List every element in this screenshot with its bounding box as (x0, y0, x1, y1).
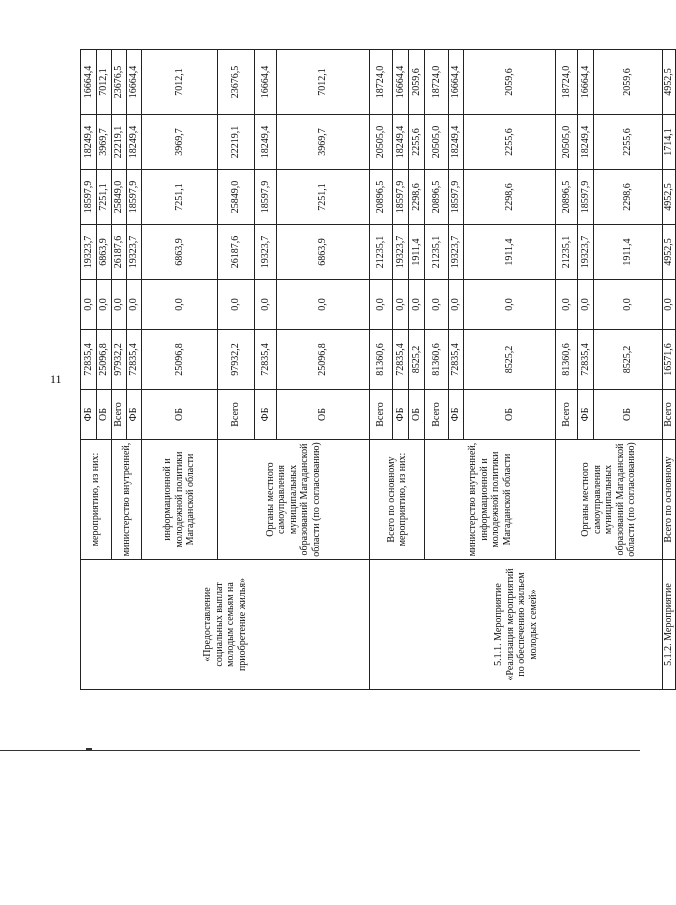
value-cell: 8525,2 (409, 330, 425, 390)
executor-cell: Всего по основному мероприятию, из них: (370, 440, 425, 560)
value-cell: 16664,4 (255, 50, 277, 115)
value-cell: 0,0 (127, 280, 142, 330)
value-cell: 18249,4 (81, 115, 97, 170)
value-cell: 0,0 (112, 280, 127, 330)
value-cell: 23676,5 (112, 50, 127, 115)
funding-source-cell: ОБ (464, 390, 556, 440)
value-cell: 4952,5 (663, 170, 676, 225)
value-cell: 0,0 (464, 280, 556, 330)
value-cell: 25096,8 (277, 330, 370, 390)
value-cell: 0,0 (556, 280, 578, 330)
value-cell: 2298,6 (594, 170, 663, 225)
value-cell: 0,0 (578, 280, 594, 330)
row-group-label: 5.1.1. Мероприятие «Реализация мероприятий по обеспечению жильем молодых семей» (370, 560, 663, 690)
value-cell: 0,0 (370, 280, 393, 330)
value-cell: 2059,6 (464, 50, 556, 115)
value-cell: 19323,7 (393, 225, 409, 280)
value-cell: 18597,9 (81, 170, 97, 225)
value-cell: 0,0 (97, 280, 112, 330)
value-cell: 21235,1 (425, 225, 449, 280)
value-cell: 72835,4 (578, 330, 594, 390)
value-cell: 0,0 (142, 280, 218, 330)
value-cell: 18249,4 (393, 115, 409, 170)
value-cell: 18249,4 (127, 115, 142, 170)
value-cell: 22219,1 (218, 115, 255, 170)
value-cell: 19323,7 (81, 225, 97, 280)
value-cell: 0,0 (663, 280, 676, 330)
value-cell: 1911,4 (594, 225, 663, 280)
value-cell: 0,0 (594, 280, 663, 330)
funding-source-cell: Всего (425, 390, 449, 440)
funding-source-cell: ОБ (409, 390, 425, 440)
value-cell: 7012,1 (97, 50, 112, 115)
funding-source-cell: Всего (218, 390, 255, 440)
value-cell: 4952,5 (663, 225, 676, 280)
value-cell: 19323,7 (255, 225, 277, 280)
value-cell: 16664,4 (393, 50, 409, 115)
value-cell: 72835,4 (449, 330, 464, 390)
value-cell: 81360,6 (425, 330, 449, 390)
executor-cell: мероприятию, из них: (81, 440, 112, 560)
value-cell: 18249,4 (255, 115, 277, 170)
executor-cell: Органы местного самоуправления муниципальных образований Магаданской области (по согласованию) (556, 440, 663, 560)
budget-table (80, 49, 676, 690)
value-cell: 25096,8 (142, 330, 218, 390)
value-cell: 18597,9 (255, 170, 277, 225)
value-cell: 21235,1 (556, 225, 578, 280)
value-cell: 0,0 (425, 280, 449, 330)
value-cell: 6863,9 (142, 225, 218, 280)
executor-cell: информационной и молодежной политики Магаданской области (142, 440, 218, 560)
value-cell: 81360,6 (556, 330, 578, 390)
funding-source-cell: ОБ (142, 390, 218, 440)
value-cell: 3969,7 (142, 115, 218, 170)
value-cell: 18597,9 (578, 170, 594, 225)
value-cell: 8525,2 (464, 330, 556, 390)
value-cell: 2059,6 (594, 50, 663, 115)
executor-cell: министерство внутренней, информационной и молодежной политики Магаданской области (425, 440, 556, 560)
value-cell: 2255,6 (409, 115, 425, 170)
funding-source-cell: Всего (663, 390, 676, 440)
value-cell: 0,0 (409, 280, 425, 330)
value-cell: 19323,7 (449, 225, 464, 280)
value-cell: 7012,1 (277, 50, 370, 115)
value-cell: 18597,9 (127, 170, 142, 225)
value-cell: 97932,2 (112, 330, 127, 390)
value-cell: 3969,7 (277, 115, 370, 170)
value-cell: 2298,6 (409, 170, 425, 225)
value-cell: 0,0 (255, 280, 277, 330)
value-cell: 7012,1 (142, 50, 218, 115)
value-cell: 25849,0 (112, 170, 127, 225)
value-cell: 20896,5 (425, 170, 449, 225)
funding-source-cell: ФБ (578, 390, 594, 440)
value-cell: 26187,6 (112, 225, 127, 280)
table-row (370, 50, 393, 690)
value-cell: 18724,0 (556, 50, 578, 115)
page-divider-line (0, 750, 640, 751)
value-cell: 2255,6 (464, 115, 556, 170)
executor-cell: Органы местного самоуправления муниципальных образований Магаданской области (по согласованию) (218, 440, 370, 560)
value-cell: 2059,6 (409, 50, 425, 115)
value-cell: 6863,9 (97, 225, 112, 280)
value-cell: 22219,1 (112, 115, 127, 170)
funding-source-cell: ОБ (97, 390, 112, 440)
value-cell: 18597,9 (449, 170, 464, 225)
value-cell: 19323,7 (578, 225, 594, 280)
value-cell: 7251,1 (277, 170, 370, 225)
value-cell: 18724,0 (425, 50, 449, 115)
value-cell: 18249,4 (578, 115, 594, 170)
value-cell: 0,0 (449, 280, 464, 330)
value-cell: 16664,4 (449, 50, 464, 115)
value-cell: 4952,5 (663, 50, 676, 115)
value-cell: 26187,6 (218, 225, 255, 280)
value-cell: 6863,9 (277, 225, 370, 280)
value-cell: 0,0 (81, 280, 97, 330)
funding-source-cell: ФБ (81, 390, 97, 440)
page-number: 11 (50, 372, 62, 386)
rotated-table-stage (80, 50, 674, 690)
funding-source-cell: ФБ (449, 390, 464, 440)
value-cell: 21235,1 (370, 225, 393, 280)
value-cell: 72835,4 (255, 330, 277, 390)
value-cell: 81360,6 (370, 330, 393, 390)
value-cell: 2298,6 (464, 170, 556, 225)
value-cell: 20505,0 (370, 115, 393, 170)
funding-source-cell: ФБ (255, 390, 277, 440)
value-cell: 8525,2 (594, 330, 663, 390)
funding-source-cell: Всего (112, 390, 127, 440)
value-cell: 16664,4 (127, 50, 142, 115)
value-cell: 0,0 (393, 280, 409, 330)
value-cell: 72835,4 (127, 330, 142, 390)
value-cell: 72835,4 (393, 330, 409, 390)
value-cell: 1714,1 (663, 115, 676, 170)
value-cell: 18597,9 (393, 170, 409, 225)
value-cell: 0,0 (277, 280, 370, 330)
value-cell: 23676,5 (218, 50, 255, 115)
value-cell: 7251,1 (142, 170, 218, 225)
table-row (81, 50, 97, 690)
rotated-table-wrapper (80, 50, 674, 690)
value-cell: 25849,0 (218, 170, 255, 225)
funding-source-cell: ФБ (393, 390, 409, 440)
funding-source-cell: Всего (556, 390, 578, 440)
value-cell: 3969,7 (97, 115, 112, 170)
table-row (663, 50, 676, 690)
value-cell: 18724,0 (370, 50, 393, 115)
value-cell: 2255,6 (594, 115, 663, 170)
value-cell: 25096,8 (97, 330, 112, 390)
value-cell: 97932,2 (218, 330, 255, 390)
value-cell: 72835,4 (81, 330, 97, 390)
value-cell: 1911,4 (409, 225, 425, 280)
executor-cell: министерство внутренней, (112, 440, 142, 560)
value-cell: 7251,1 (97, 170, 112, 225)
row-group-label: «Предоставление социальных выплат молодым семьям на приобретение жилья» (81, 560, 370, 690)
funding-source-cell: ОБ (277, 390, 370, 440)
value-cell: 16664,4 (578, 50, 594, 115)
funding-source-cell: ФБ (127, 390, 142, 440)
row-group-label: 5.1.2. Мероприятие (663, 560, 676, 690)
executor-cell: Всего по основному (663, 440, 676, 560)
value-cell: 16664,4 (81, 50, 97, 115)
value-cell: 1911,4 (464, 225, 556, 280)
value-cell: 20896,5 (370, 170, 393, 225)
funding-source-cell: Всего (370, 390, 393, 440)
value-cell: 18249,4 (449, 115, 464, 170)
value-cell: 19323,7 (127, 225, 142, 280)
value-cell: 0,0 (218, 280, 255, 330)
value-cell: 20505,0 (425, 115, 449, 170)
funding-source-cell: ОБ (594, 390, 663, 440)
value-cell: 20505,0 (556, 115, 578, 170)
value-cell: 16571,6 (663, 330, 676, 390)
value-cell: 20896,5 (556, 170, 578, 225)
divider-tick (86, 748, 92, 750)
